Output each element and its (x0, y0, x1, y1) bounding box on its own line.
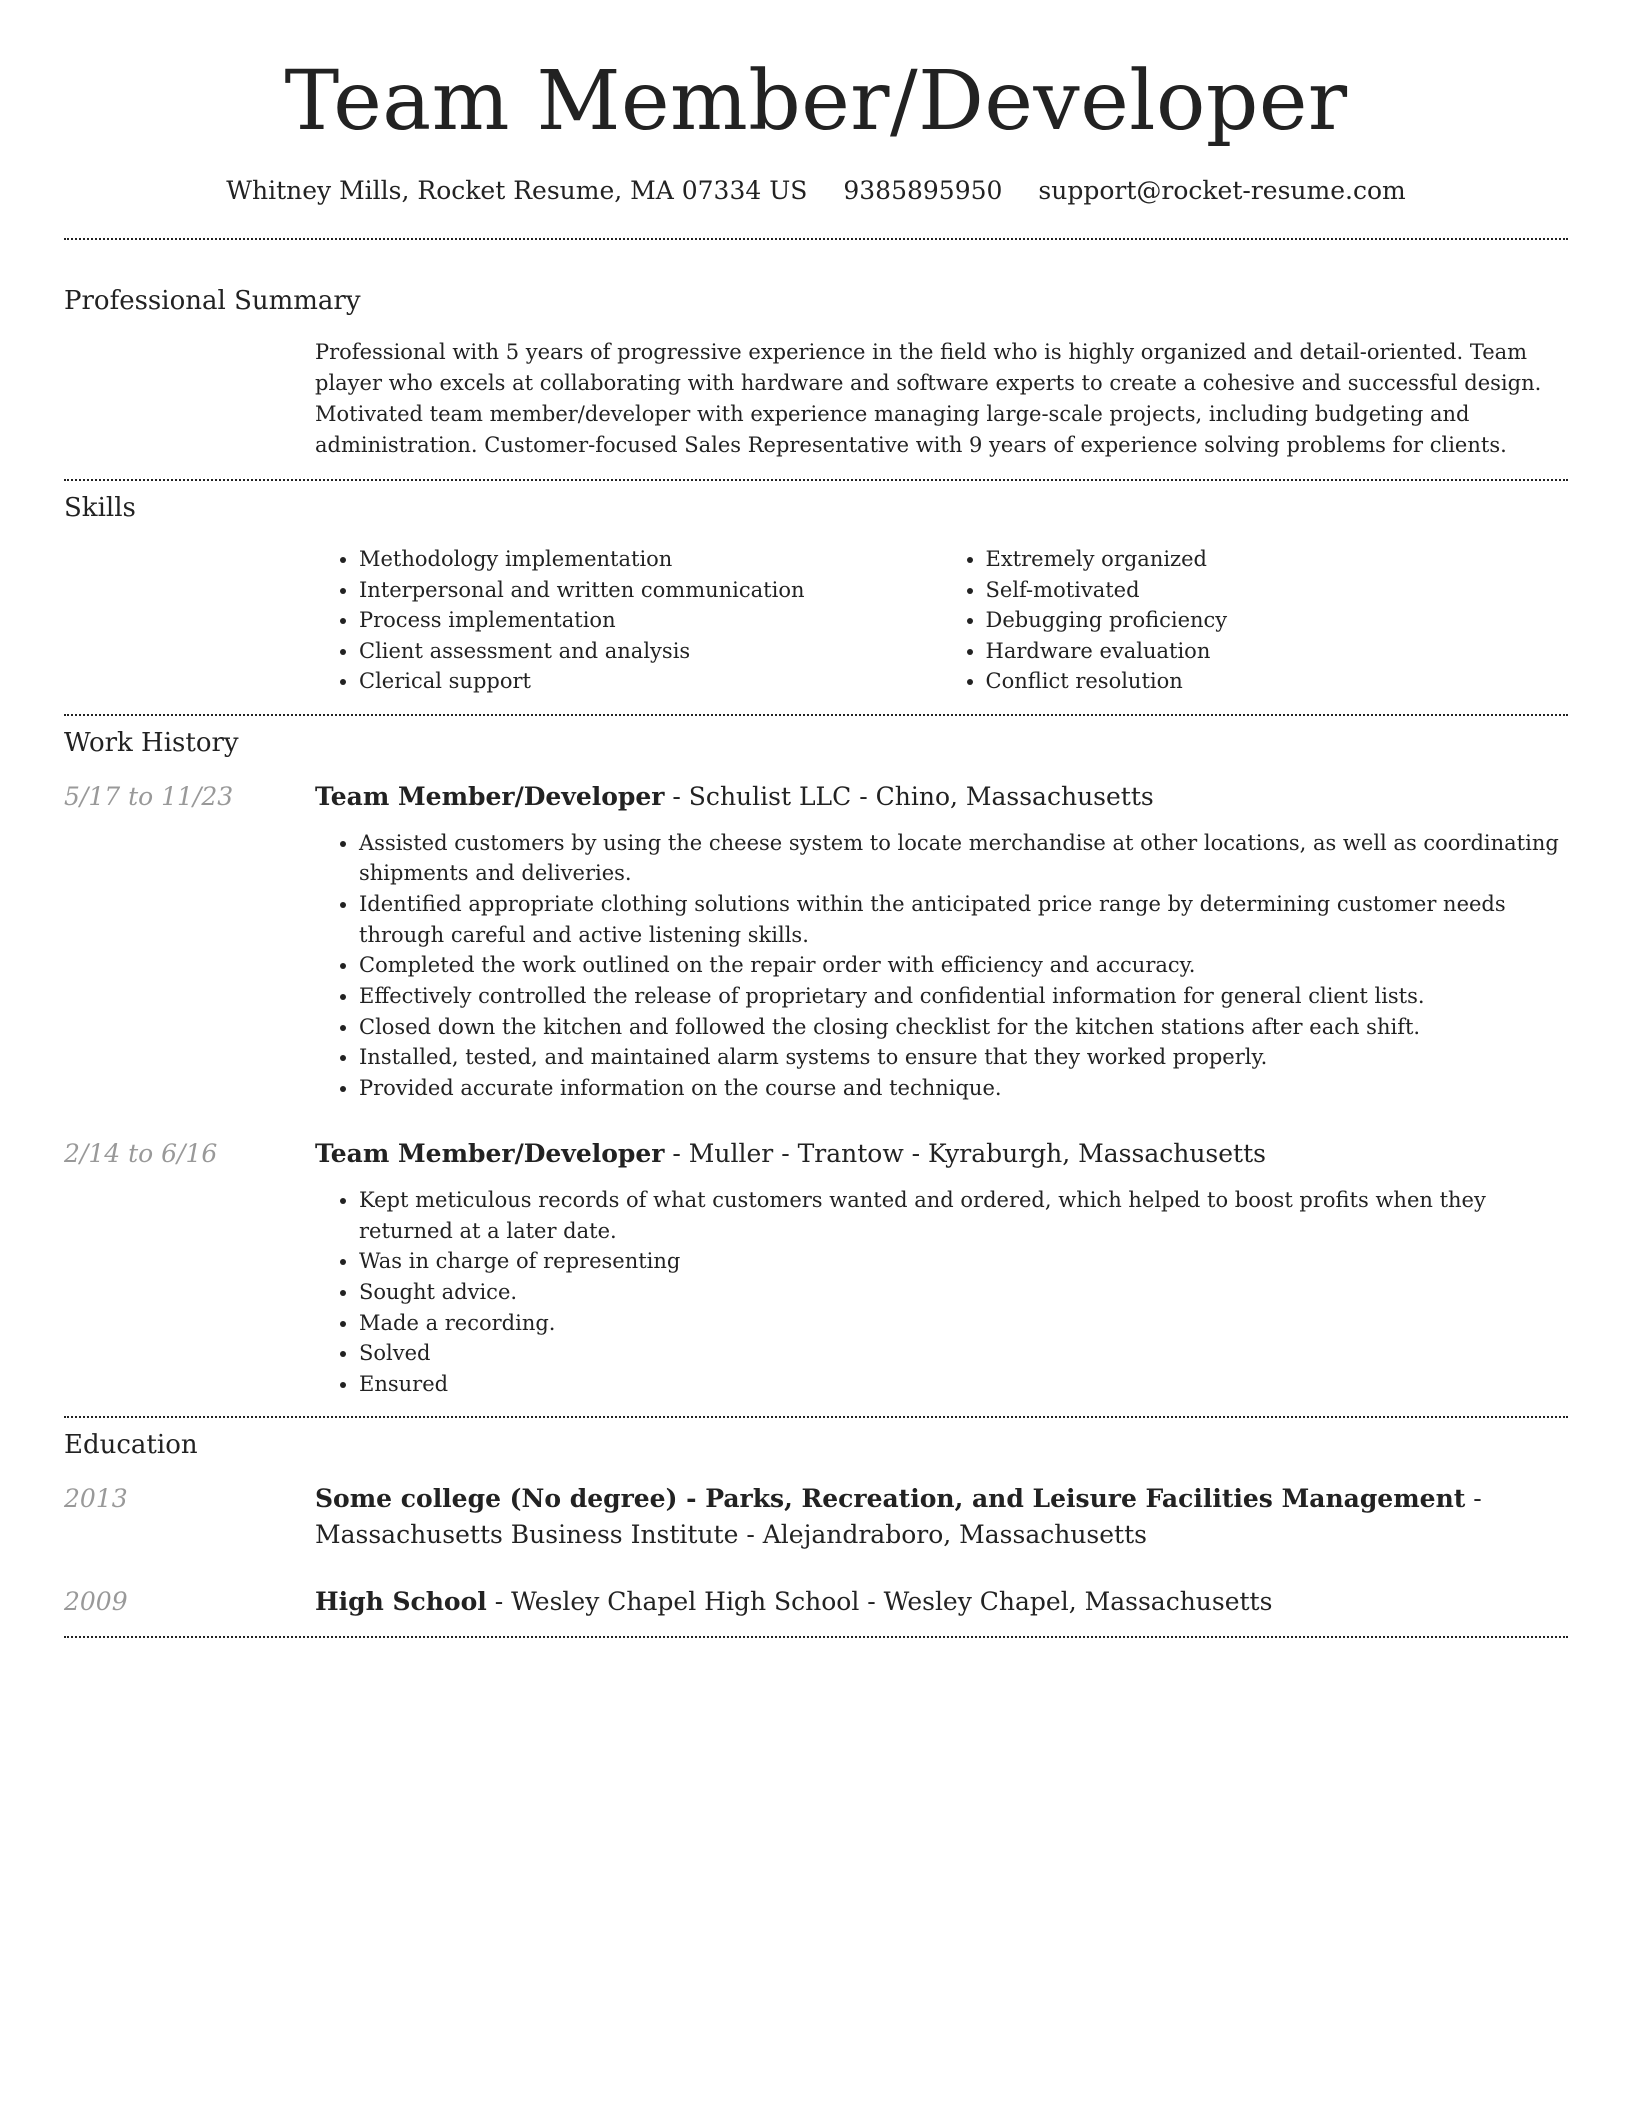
resume-title: Team Member/Developer (284, 54, 1348, 149)
job-bullets (315, 828, 1568, 1104)
summary-text: Professional with 5 years of progressive experience in the field who is highly organized and detail-oriented. Team player who excels at collaborating with hardware and software experts to create a cohesive and successful design. Motivated team member/developer with experience managing large-scale projects, including budgeting and administration. Customer-focused Sales Representative with 9 years of experience solving problems for clients. (315, 340, 1542, 457)
job-heading (315, 1136, 1568, 1172)
skill-item: • Conflict resolution (986, 666, 1569, 697)
job-title: Team Member/Developer (315, 781, 665, 811)
skills-column-right (942, 544, 1569, 697)
contact-email: support@rocket-resume.com (1038, 176, 1406, 205)
skills-column-left (315, 544, 942, 697)
job-bullets (315, 1185, 1568, 1400)
job-bullet: • Assisted customers by using the cheese system to locate merchandise at other locations, as well as coordinating shipments and deliveries. (359, 828, 1568, 889)
skills-list (315, 544, 1568, 697)
job-heading (315, 779, 1568, 815)
education-school: - Wesley Chapel High School - Wesley Chapel, Massachusetts (486, 1586, 1273, 1616)
skill-item: • Process implementation (359, 605, 942, 636)
job-bullet: • Completed the work outlined on the repair order with efficiency and accuracy. (359, 950, 1568, 981)
job-bullet: • Effectively controlled the release of proprietary and confidential information for general client lists. (359, 981, 1568, 1012)
contact-phone: 9385895950 (843, 176, 1003, 205)
resume-page (64, 0, 1568, 1638)
section-title-education: Education (64, 1429, 198, 1460)
divider (64, 238, 1568, 240)
education-heading (315, 1584, 1568, 1620)
job-bullet: • Kept meticulous records of what customers wanted and ordered, which helped to boost profits when they returned at a later date. (359, 1185, 1568, 1246)
contact-line (64, 174, 1568, 208)
section-title-summary: Professional Summary (64, 286, 361, 316)
education-degree: High School (315, 1586, 487, 1616)
job-dates: 5/17 to 11/23 (64, 781, 234, 811)
education-entry (64, 1481, 1568, 1553)
skill-item: • Extremely organized (986, 544, 1569, 575)
skill-item: • Hardware evaluation (986, 636, 1569, 667)
divider (64, 479, 1568, 481)
skill-item: • Methodology implementation (359, 544, 942, 575)
divider (64, 1636, 1568, 1638)
job-dates: 2/14 to 6/16 (64, 1138, 218, 1168)
job-bullet: • Identified appropriate clothing solutions within the anticipated price range by determining customer needs through careful and active listening skills. (359, 889, 1568, 950)
job-bullet: • Installed, tested, and maintained alarm systems to ensure that they worked properly. (359, 1042, 1568, 1073)
divider (64, 1416, 1568, 1418)
job-employer: - Schulist LLC - Chino, Massachusetts (664, 781, 1154, 811)
job-bullet: • Ensured (359, 1369, 1568, 1400)
skill-item: • Debugging proficiency (986, 605, 1569, 636)
education-year: 2013 (64, 1483, 128, 1513)
skill-item: • Self-motivated (986, 575, 1569, 606)
job-bullet: • Made a recording. (359, 1308, 1568, 1339)
education-school: - Massachusetts Business Institute - Alejandraboro, Massachusetts (315, 1483, 1482, 1549)
job-employer: - Muller - Trantow - Kyraburgh, Massachusetts (664, 1138, 1266, 1168)
skill-item: • Client assessment and analysis (359, 636, 942, 667)
job-bullet: • Sought advice. (359, 1277, 1568, 1308)
education-entry (64, 1584, 1568, 1620)
job-entry (64, 779, 1568, 815)
job-entry (64, 1136, 1568, 1172)
job-bullet: • Provided accurate information on the course and technique. (359, 1073, 1568, 1104)
education-heading (315, 1481, 1568, 1553)
education-year: 2009 (64, 1586, 128, 1616)
job-bullet: • Solved (359, 1338, 1568, 1369)
divider (64, 714, 1568, 716)
section-title-work-history: Work History (64, 727, 239, 758)
contact-address: Whitney Mills, Rocket Resume, MA 07334 US (226, 176, 808, 205)
job-bullet: • Closed down the kitchen and followed the closing checklist for the kitchen stations after each shift. (359, 1012, 1568, 1043)
section-title-skills: Skills (64, 493, 136, 523)
job-bullet: • Was in charge of representing (359, 1246, 1568, 1277)
education-degree: Some college (No degree) - Parks, Recreation, and Leisure Facilities Management (315, 1483, 1466, 1513)
skill-item: • Clerical support (359, 666, 942, 697)
skill-item: • Interpersonal and written communication (359, 575, 942, 606)
job-title: Team Member/Developer (315, 1138, 665, 1168)
